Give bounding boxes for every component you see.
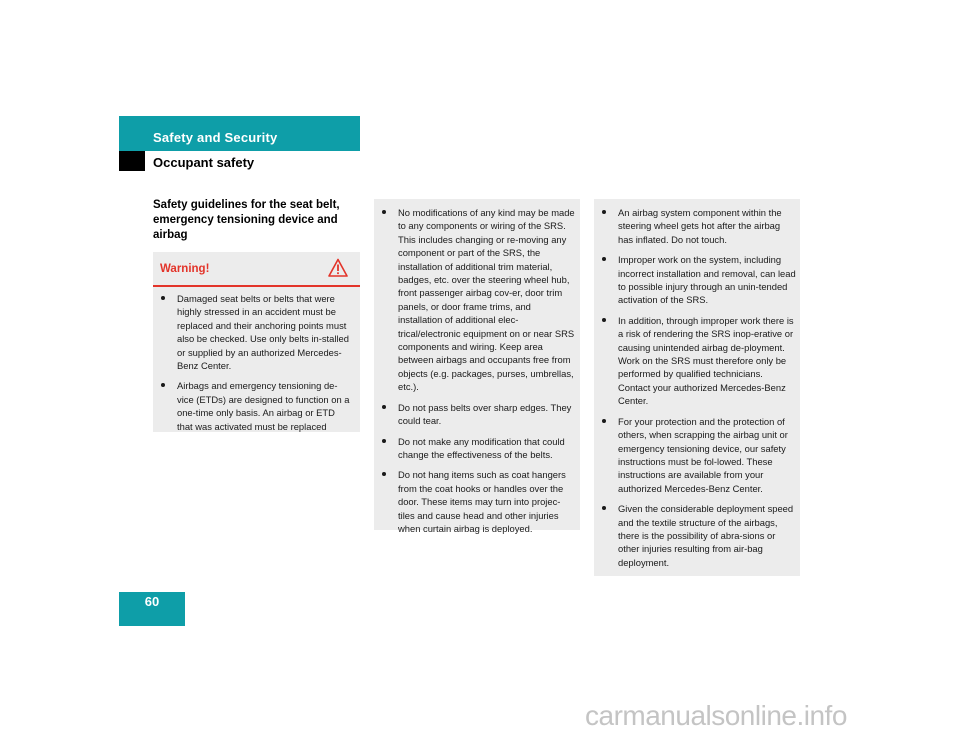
list-item: Do not pass belts over sharp edges. They could tear. (374, 401, 576, 428)
bullet-icon (161, 383, 165, 387)
warning-box (153, 252, 360, 432)
list-item: For your protection and the protection of others, when scrapping the airbag unit or emergency tensioning device, our safety instructions must be fol-lowed. These instructions are available from your authorized Mercedes-Benz Center. (594, 415, 796, 495)
list-item: An airbag system component within the steering wheel gets hot after the airbag has inflated. Do not touch. (594, 206, 796, 246)
list-item: Improper work on the system, including incorrect installation and removal, can lead to possible injury through an unin-tended activation of the SRS. (594, 253, 796, 307)
bullet-icon (382, 472, 386, 476)
bullet-icon (602, 210, 606, 214)
list-item: No modifications of any kind may be made to any components or wiring of the SRS. This includes changing or re-moving any component or part of the SRS, the installation of additional trim material, badges, etc. over the steering wheel hub, front passenger airbag cov-er, door trim panels, or door frame trims, and installation of additional elec-trical/electronic equipment on or near SRS components and wiring. Keep area between airbags and occupants free from objects (e.g. packages, purses, umbrellas, etc.). (374, 206, 576, 394)
middle-column-panel (374, 199, 580, 534)
warning-header (153, 252, 360, 287)
list-item: In addition, through improper work there is a risk of rendering the SRS inop-erative or causing unintended airbag de-ployment. Work on the SRS must therefore only be performed by qualified technicians. Contact your authorized Mercedes-Benz Center. (594, 314, 796, 408)
list-item: Do not make any modification that could change the effectiveness of the belts. (374, 435, 576, 462)
right-list (594, 206, 796, 576)
list-item: Damaged seat belts or belts that were highly stressed in an accident must be replaced and their anchoring points must also be checked. Use only belts in-stalled or supplied by an authorized Mercedes-Benz Center. (153, 292, 353, 372)
subsection-marker (119, 151, 145, 171)
watermark-text: carmanualsonline.info (585, 700, 847, 731)
subsection-title: Occupant safety (153, 155, 255, 170)
bullet-icon (602, 318, 606, 322)
bullet-icon (602, 506, 606, 510)
bullet-icon (602, 257, 606, 261)
right-column-panel (594, 199, 800, 576)
page-heading: Safety guidelines for the seat belt, emergency tensioning device and airbag (153, 199, 340, 241)
warning-triangle-icon (328, 258, 348, 278)
list-item: Given the considerable deployment speed and the textile structure of the airbags, there is the possibility of abra-sions or other injuries resulting from air-bag deployment. (594, 502, 796, 569)
middle-list (374, 206, 576, 542)
bullet-icon (602, 419, 606, 423)
bullet-icon (382, 439, 386, 443)
bullet-icon (161, 296, 165, 300)
section-title: Safety and Security (153, 130, 278, 145)
list-item: Do not hang items such as coat hangers from the coat hooks or handles over the door. These items may turn into projec-tiles and cause head and other injuries when curtain airbag is deployed. (374, 468, 576, 535)
warning-list (153, 292, 353, 440)
bullet-icon (382, 405, 386, 409)
warning-label: Warning! (160, 263, 210, 275)
list-item: Airbags and emergency tensioning de-vice (ETDs) are designed to function on a one-time only basis. An airbag or ETD that was activated must be replaced (153, 379, 353, 433)
page-number: 60 (144, 594, 160, 609)
bullet-icon (382, 210, 386, 214)
